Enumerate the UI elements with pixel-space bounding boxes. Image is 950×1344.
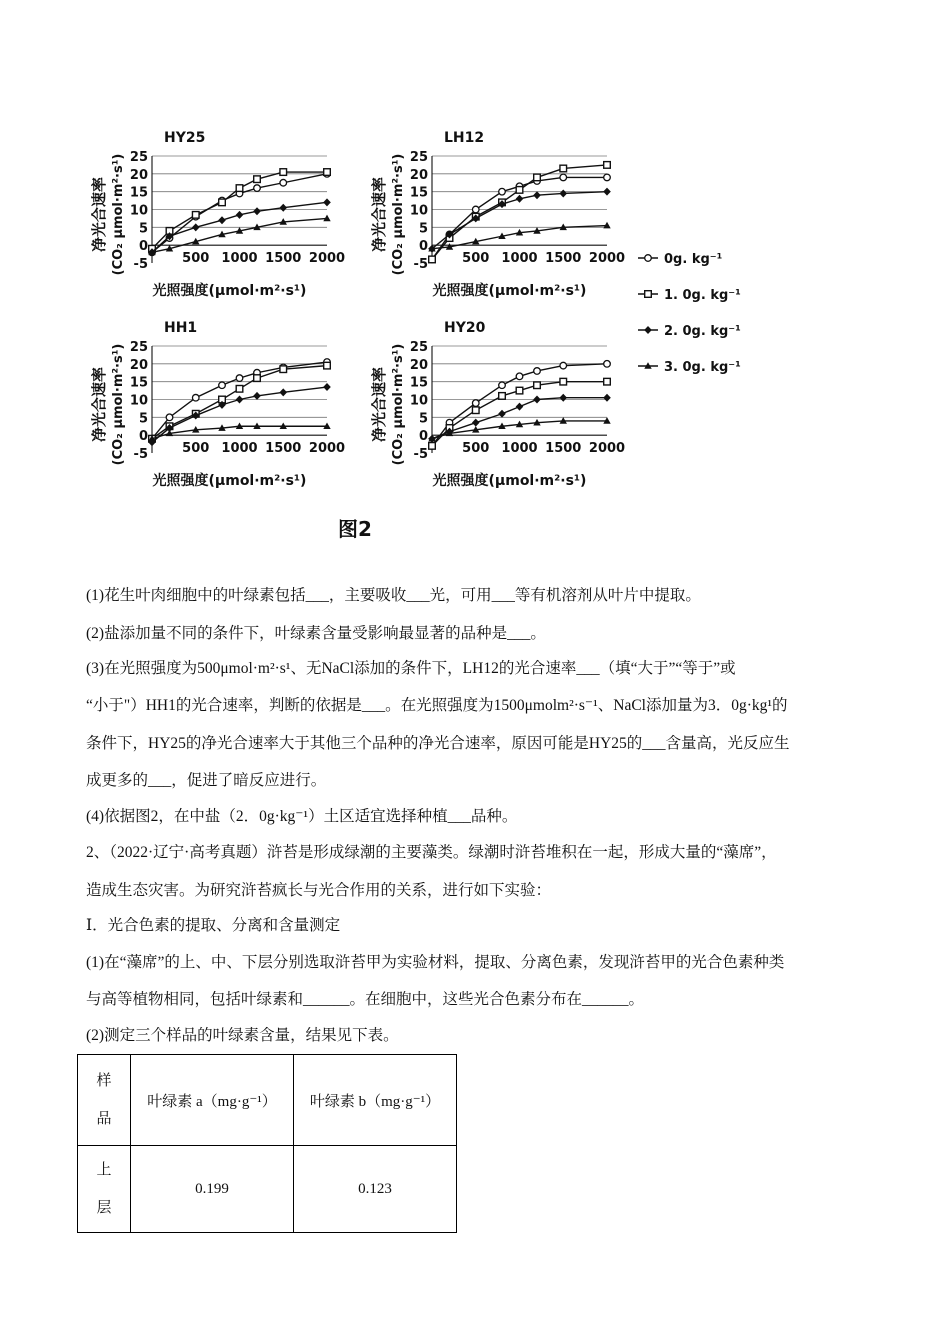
x-axis-label: 光照强度(μmol·m²·s¹) bbox=[432, 473, 587, 489]
legend-marker bbox=[645, 255, 652, 262]
subquestion-1-line-1: (1)在“藻席”的上、中、下层分别选取浒苔甲为实验材料，提取、分离色素，发现浒苔甲的光合色素种类 bbox=[86, 954, 785, 971]
figure-caption: 图2 bbox=[338, 517, 372, 541]
data-point bbox=[236, 185, 243, 192]
data-point bbox=[472, 400, 479, 407]
data-point bbox=[516, 373, 523, 380]
y-tick-label: 20 bbox=[409, 357, 428, 373]
legend-label: 1. 0g. kg⁻¹ bbox=[664, 288, 741, 303]
y-tick-label: 0 bbox=[138, 239, 148, 255]
x-tick-label: 1500 bbox=[545, 441, 582, 457]
table-cell-chl-a: 0.199 bbox=[131, 1146, 294, 1233]
series-2 bbox=[149, 169, 331, 252]
data-point bbox=[604, 378, 611, 385]
data-point bbox=[560, 165, 567, 172]
y-axis-unit: (CO₂ μmol·m²·s¹) bbox=[391, 343, 406, 466]
series-3 bbox=[428, 188, 611, 253]
data-point bbox=[603, 188, 611, 196]
data-point bbox=[429, 443, 436, 450]
question-3-line-4: 成更多的___，促进了暗反应进行。 bbox=[86, 772, 327, 789]
x-axis-label: 光照强度(μmol·m²·s¹) bbox=[152, 473, 307, 489]
subquestion-2: (2)测定三个样品的叶绿素含量，结果见下表。 bbox=[86, 1027, 399, 1044]
y-tick-label: -5 bbox=[133, 447, 148, 462]
data-point bbox=[516, 387, 523, 394]
x-tick-label: 1500 bbox=[545, 251, 582, 267]
y-tick-label: 15 bbox=[129, 375, 148, 391]
data-point bbox=[534, 368, 541, 375]
data-point bbox=[192, 394, 199, 401]
x-tick-label: 1000 bbox=[501, 441, 538, 457]
x-tick-label: 500 bbox=[182, 251, 210, 267]
data-point bbox=[516, 187, 523, 194]
y-axis-label: 净光合速率 bbox=[90, 176, 108, 253]
data-point bbox=[253, 207, 261, 215]
data-point bbox=[323, 198, 331, 206]
x-tick-label: 1500 bbox=[265, 251, 302, 267]
table-row bbox=[78, 1146, 457, 1233]
data-point bbox=[192, 212, 199, 219]
question-2: (2)盐添加量不同的条件下，叶绿素含量受影响最显著的品种是___。 bbox=[86, 625, 546, 642]
table-header-chl-a: 叶绿素 a（mg·g⁻¹） bbox=[131, 1055, 294, 1146]
data-point bbox=[603, 394, 611, 402]
x-tick-label: 2000 bbox=[308, 251, 346, 267]
problem-2-intro-line-1: 2、（2022·辽宁·高考真题）浒苔是形成绿潮的主要藻类。绿潮时浒苔堆积在一起，形成大量的“藻席”， bbox=[86, 844, 777, 861]
y-tick-label: -5 bbox=[413, 447, 428, 462]
data-point bbox=[559, 394, 567, 402]
data-point bbox=[499, 382, 506, 389]
y-tick-label: 15 bbox=[409, 375, 428, 391]
y-tick-label: 25 bbox=[129, 340, 148, 355]
table-header-chl-b: 叶绿素 b（mg·g⁻¹） bbox=[294, 1055, 457, 1146]
data-point bbox=[236, 396, 244, 404]
data-point bbox=[560, 378, 567, 385]
data-point bbox=[534, 382, 541, 389]
data-point bbox=[219, 199, 226, 206]
y-tick-label: 20 bbox=[129, 357, 148, 373]
y-axis-unit: (CO₂ μmol·m²·s¹) bbox=[391, 153, 406, 276]
x-tick-label: 1500 bbox=[265, 441, 302, 457]
y-tick-label: -5 bbox=[413, 257, 428, 272]
y-tick-label: 5 bbox=[138, 221, 148, 237]
chart-panel-hy25 bbox=[90, 130, 345, 299]
y-tick-label: 10 bbox=[409, 203, 428, 219]
data-point bbox=[218, 216, 226, 224]
chart-panel-lh12 bbox=[370, 130, 625, 299]
chart-title: HH1 bbox=[164, 320, 198, 336]
table-cell-sample: 上 层 bbox=[78, 1146, 131, 1233]
data-point bbox=[236, 386, 243, 393]
table-header-sample: 样 品 bbox=[78, 1055, 131, 1146]
data-point bbox=[192, 223, 200, 231]
y-axis-label: 净光合速率 bbox=[370, 176, 388, 253]
y-tick-label: 10 bbox=[129, 393, 148, 409]
data-point bbox=[323, 383, 331, 391]
data-point bbox=[323, 215, 330, 222]
table-header-row bbox=[78, 1055, 457, 1146]
y-tick-label: 5 bbox=[418, 411, 428, 427]
data-point bbox=[253, 392, 261, 400]
y-tick-label: 0 bbox=[418, 429, 428, 445]
y-axis-unit: (CO₂ μmol·m²·s¹) bbox=[111, 153, 126, 276]
problem-2-intro-line-2: 造成生态灾害。为研究浒苔疯长与光合作用的关系，进行如下实验： bbox=[86, 882, 552, 899]
y-axis-unit: (CO₂ μmol·m²·s¹) bbox=[111, 343, 126, 466]
data-point bbox=[604, 361, 611, 368]
y-tick-label: 15 bbox=[409, 185, 428, 201]
question-3-line-1: (3)在光照强度为500μmol·m²·s¹、无NaCl添加的条件下，LH12的光合速率___（填“大于”“等于”或 bbox=[86, 660, 736, 677]
data-point bbox=[254, 185, 261, 192]
data-point bbox=[219, 382, 226, 389]
data-point bbox=[324, 362, 331, 369]
y-axis-label: 净光合速率 bbox=[90, 366, 108, 443]
data-point bbox=[533, 191, 541, 199]
series-line bbox=[152, 218, 327, 252]
y-tick-label: 20 bbox=[129, 167, 148, 183]
y-tick-label: 5 bbox=[418, 221, 428, 237]
table-cell-chl-b: 0.123 bbox=[294, 1146, 457, 1233]
x-tick-label: 1000 bbox=[221, 251, 258, 267]
y-axis-label: 净光合速率 bbox=[370, 366, 388, 443]
legend-label: 2. 0g. kg⁻¹ bbox=[664, 324, 741, 339]
legend bbox=[638, 252, 741, 375]
question-3-line-3: 条件下，HY25的净光合速率大于其他三个品种的净光合速率，原因可能是HY25的___含量高，光反应生 bbox=[86, 735, 790, 752]
data-point bbox=[516, 403, 524, 411]
chart-panel-hy20 bbox=[370, 320, 625, 489]
y-tick-label: 15 bbox=[129, 185, 148, 201]
y-tick-label: 25 bbox=[409, 150, 428, 165]
data-point bbox=[499, 188, 506, 195]
x-tick-label: 500 bbox=[182, 441, 210, 457]
data-point bbox=[429, 256, 436, 263]
legend-label: 0g. kg⁻¹ bbox=[664, 252, 723, 267]
data-point bbox=[280, 366, 287, 373]
question-1: (1)花生叶肉细胞中的叶绿素包括___，主要吸收___光，可用___等有机溶剂从叶片中提取。 bbox=[86, 587, 701, 604]
x-tick-label: 500 bbox=[462, 251, 490, 267]
data-point bbox=[498, 410, 506, 418]
data-point bbox=[560, 362, 567, 369]
y-tick-label: 0 bbox=[138, 429, 148, 445]
data-point bbox=[280, 169, 287, 176]
legend-marker bbox=[645, 291, 652, 298]
y-tick-label: 5 bbox=[138, 411, 148, 427]
chart-title: LH12 bbox=[444, 130, 485, 146]
chlorophyll-table bbox=[77, 1054, 457, 1233]
x-tick-label: 1000 bbox=[221, 441, 258, 457]
x-tick-label: 2000 bbox=[308, 441, 346, 457]
data-point bbox=[254, 176, 261, 183]
data-point bbox=[472, 206, 479, 213]
x-axis-label: 光照强度(μmol·m²·s¹) bbox=[432, 283, 587, 299]
figure-2 bbox=[80, 118, 760, 558]
data-point bbox=[534, 174, 541, 181]
data-point bbox=[254, 375, 261, 382]
x-tick-label: 500 bbox=[462, 441, 490, 457]
legend-label: 3. 0g. kg⁻¹ bbox=[664, 360, 741, 375]
section-heading: Ⅰ．光合色素的提取、分离和含量测定 bbox=[86, 917, 341, 934]
y-tick-label: 0 bbox=[418, 239, 428, 255]
data-point bbox=[472, 419, 480, 427]
series-line bbox=[152, 172, 327, 249]
legend-marker bbox=[644, 326, 652, 334]
data-point bbox=[324, 169, 331, 176]
y-tick-label: -5 bbox=[133, 257, 148, 272]
data-point bbox=[472, 407, 479, 414]
y-tick-label: 20 bbox=[409, 167, 428, 183]
x-tick-label: 1000 bbox=[501, 251, 538, 267]
x-tick-label: 2000 bbox=[588, 441, 626, 457]
y-tick-label: 25 bbox=[409, 340, 428, 355]
series-2 bbox=[429, 378, 611, 449]
series-4 bbox=[428, 222, 610, 252]
y-tick-label: 10 bbox=[129, 203, 148, 219]
question-3-line-2: “小于"）HH1的光合速率，判断的依据是___。在光照强度为1500μmolm²·s⁻¹、NaCl添加量为3．0g·kg¹的 bbox=[86, 697, 788, 714]
chart-panel-hh1 bbox=[90, 320, 345, 489]
data-point bbox=[280, 179, 287, 186]
chart-title: HY25 bbox=[164, 130, 206, 146]
subquestion-1-line-2: 与高等植物相同，包括叶绿素和______。在细胞中，这些光合色素分布在______。 bbox=[86, 991, 645, 1008]
data-point bbox=[166, 414, 173, 421]
data-point bbox=[279, 204, 287, 212]
question-4: (4)依据图2，在中盐（2．0g·kg⁻¹）土区适宜选择种植___品种。 bbox=[86, 808, 518, 825]
data-point bbox=[533, 396, 541, 404]
data-point bbox=[516, 195, 524, 203]
x-axis-label: 光照强度(μmol·m²·s¹) bbox=[152, 283, 307, 299]
data-point bbox=[279, 388, 287, 396]
series-line bbox=[152, 387, 327, 442]
data-point bbox=[604, 174, 611, 181]
y-tick-label: 25 bbox=[129, 150, 148, 165]
y-tick-label: 10 bbox=[409, 393, 428, 409]
chart-title: HY20 bbox=[444, 320, 486, 336]
data-point bbox=[499, 393, 506, 400]
data-point bbox=[236, 375, 243, 382]
data-point bbox=[560, 174, 567, 181]
data-point bbox=[604, 162, 611, 169]
data-point bbox=[236, 211, 244, 219]
data-point bbox=[559, 189, 567, 197]
x-tick-label: 2000 bbox=[588, 251, 626, 267]
